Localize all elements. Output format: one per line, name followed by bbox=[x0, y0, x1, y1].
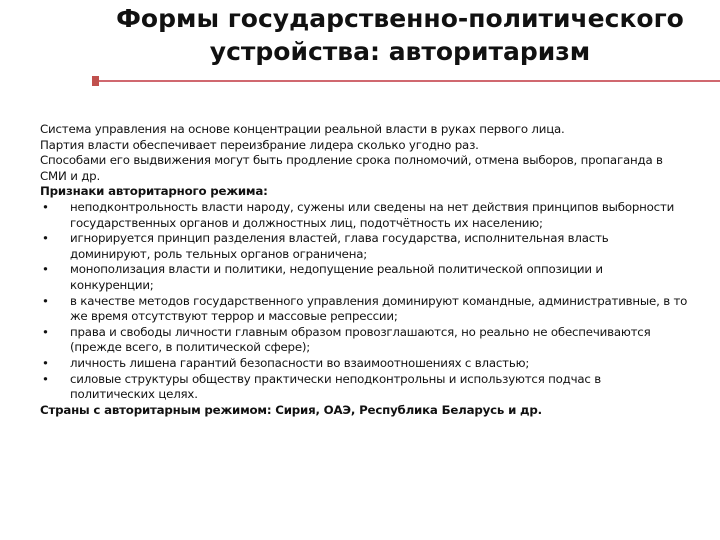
list-item-text: монополизация власти и политики, недопущение реальной политической оппозиции и конкуренции; bbox=[70, 262, 603, 292]
list-item bbox=[40, 372, 688, 403]
signs-list bbox=[40, 200, 688, 403]
bullet-icon: • bbox=[42, 293, 49, 308]
bullet-icon: • bbox=[42, 199, 49, 214]
list-item-text: силовые структуры обществу практически неподконтрольны и используются подчас в политических целях. bbox=[70, 371, 602, 402]
slide-title: Формы государственно-политического устройства: авторитаризм bbox=[116, 4, 684, 66]
list-item bbox=[40, 356, 688, 372]
intro-line-3: Способами его выдвижения могут быть продление срока полномочий, отмена выборов, пропаганда в СМИ и др. bbox=[40, 153, 663, 183]
list-item bbox=[40, 231, 688, 262]
list-item bbox=[40, 200, 688, 231]
slide-body bbox=[40, 122, 688, 418]
bullet-icon: • bbox=[42, 324, 49, 339]
intro-line-2: Партия власти обеспечивает переизбрание лидера сколько угодно раз. bbox=[40, 137, 479, 152]
list-item-text: неподконтрольность власти народу, сужены или сведены на нет действия принципов выборности государственных органов и должностных лиц, подотчётность их населению; bbox=[70, 199, 675, 230]
signs-heading: Признаки авторитарного режима: bbox=[40, 184, 268, 199]
divider-line bbox=[92, 80, 720, 82]
intro-line-1: Система управления на основе концентрации реальной власти в руках первого лица. bbox=[40, 122, 565, 136]
title-divider bbox=[92, 76, 720, 86]
list-item-text: личность лишена гарантий безопасности во взаимоотношениях с властью; bbox=[70, 355, 530, 370]
list-item bbox=[40, 262, 688, 293]
bullet-icon: • bbox=[42, 262, 49, 277]
list-item bbox=[40, 325, 688, 356]
list-item bbox=[40, 294, 688, 325]
bullet-icon: • bbox=[42, 371, 49, 386]
bullet-icon: • bbox=[42, 231, 49, 246]
list-item-text: права и свободы личности главным образом провозглашаются, но реально не обеспечиваются (прежде всего, в политической сфере); bbox=[70, 324, 651, 355]
list-item-text: в качестве методов государственного управления доминируют командные, административные, в то же время отсутствуют террор и массовые репрессии; bbox=[70, 293, 688, 324]
divider-accent-square bbox=[92, 76, 99, 86]
conclusion-line: Страны с авторитарным режимом: Сирия, ОАЭ, Республика Беларусь и др. bbox=[40, 402, 542, 417]
bullet-icon: • bbox=[42, 355, 49, 370]
list-item-text: игнорируется принцип разделения властей, глава государства, исполнительная власть доминируют, роль тельных органов ограничена; bbox=[70, 231, 609, 261]
